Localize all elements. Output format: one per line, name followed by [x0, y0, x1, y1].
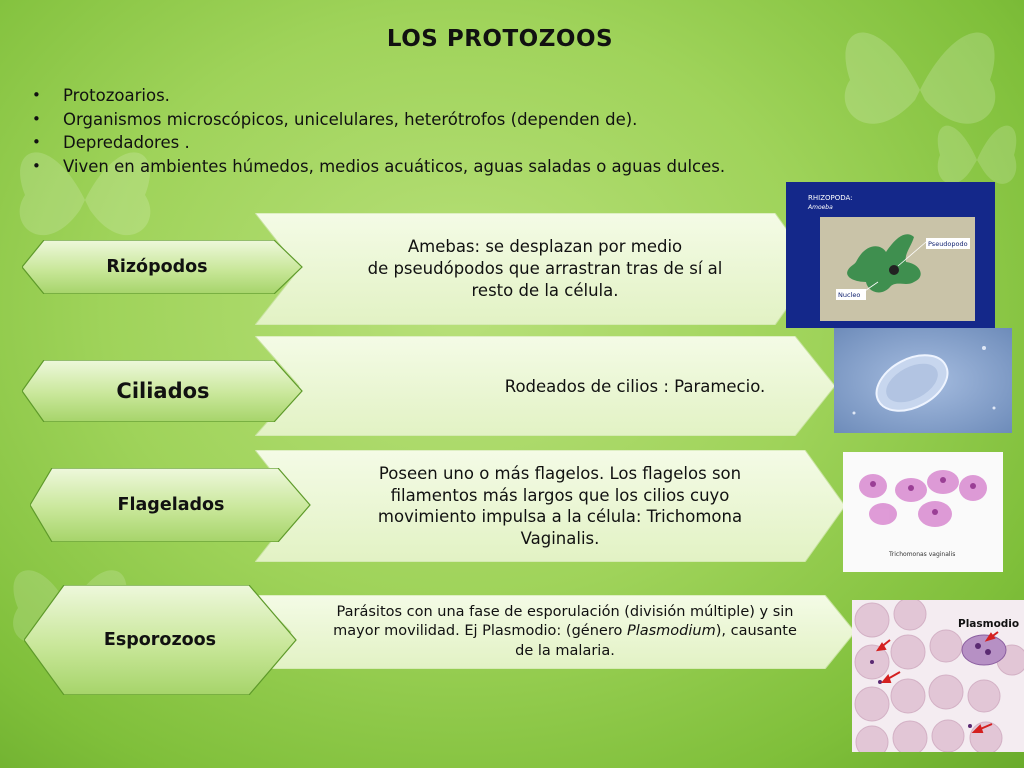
rizopodos-description: Amebas: se desplazan por medio de pseudópodos que arrastran tras de sí al resto de la célula.	[367, 237, 723, 300]
plasmodium-label: Plasmodio	[958, 618, 1020, 630]
flagelados-tag	[30, 468, 312, 542]
rizopodos-tag	[22, 240, 304, 294]
nucleus-label: Nucleo	[838, 291, 861, 299]
amoeba-header-label: RHIZOPODA:	[808, 194, 853, 202]
esporozoos-label: Esporozoos	[103, 630, 217, 650]
paramecium-image	[834, 328, 1012, 433]
ciliados-description: Rodeados de cilios : Paramecio.	[504, 376, 766, 396]
esporozoos-description: Parásitos con una fase de esporulación (división múltiple) y sin mayor movilidad. Ej Plasmodio: (género Plasmodium), causante de la malaria.	[333, 603, 797, 659]
ciliados-description-banner	[255, 336, 835, 436]
amoeba-image	[786, 182, 995, 328]
ciliados-tag	[22, 360, 304, 422]
amoeba-subheader-label: Amoeba	[808, 204, 833, 211]
rizopodos-label: Rizópodos	[106, 257, 208, 277]
flagelados-label: Flagelados	[117, 495, 225, 515]
bullet-item: • Organismos microscópicos, unicelulares, heterótrofos (dependen de).	[30, 108, 725, 132]
pseudopod-label: Pseudopodo	[928, 240, 968, 248]
esporozoos-tag	[24, 585, 299, 695]
bullet-item: • Depredadores .	[30, 131, 725, 155]
rizopodos-description-banner	[255, 213, 815, 325]
flagelados-description-banner	[255, 450, 845, 562]
bullet-item: • Protozoarios.	[30, 84, 725, 108]
plasmodium-image	[852, 600, 1024, 752]
trichomonas-image	[843, 452, 1003, 572]
ciliados-label: Ciliados	[116, 379, 210, 403]
intro-bullet-list	[30, 84, 725, 178]
trichomonas-caption: Trichomonas vaginalis	[889, 551, 956, 558]
flagelados-description: Poseen uno o más flagelos. Los flagelos son filamentos más largos que los cilios cuyo movimiento impulsa a la célula: Trichomona Vaginalis.	[377, 464, 743, 548]
esporozoos-description-banner	[255, 595, 855, 669]
page-title: LOS PROTOZOOS	[386, 26, 614, 52]
bullet-item: • Viven en ambientes húmedos, medios acuáticos, aguas saladas o aguas dulces.	[30, 155, 725, 179]
